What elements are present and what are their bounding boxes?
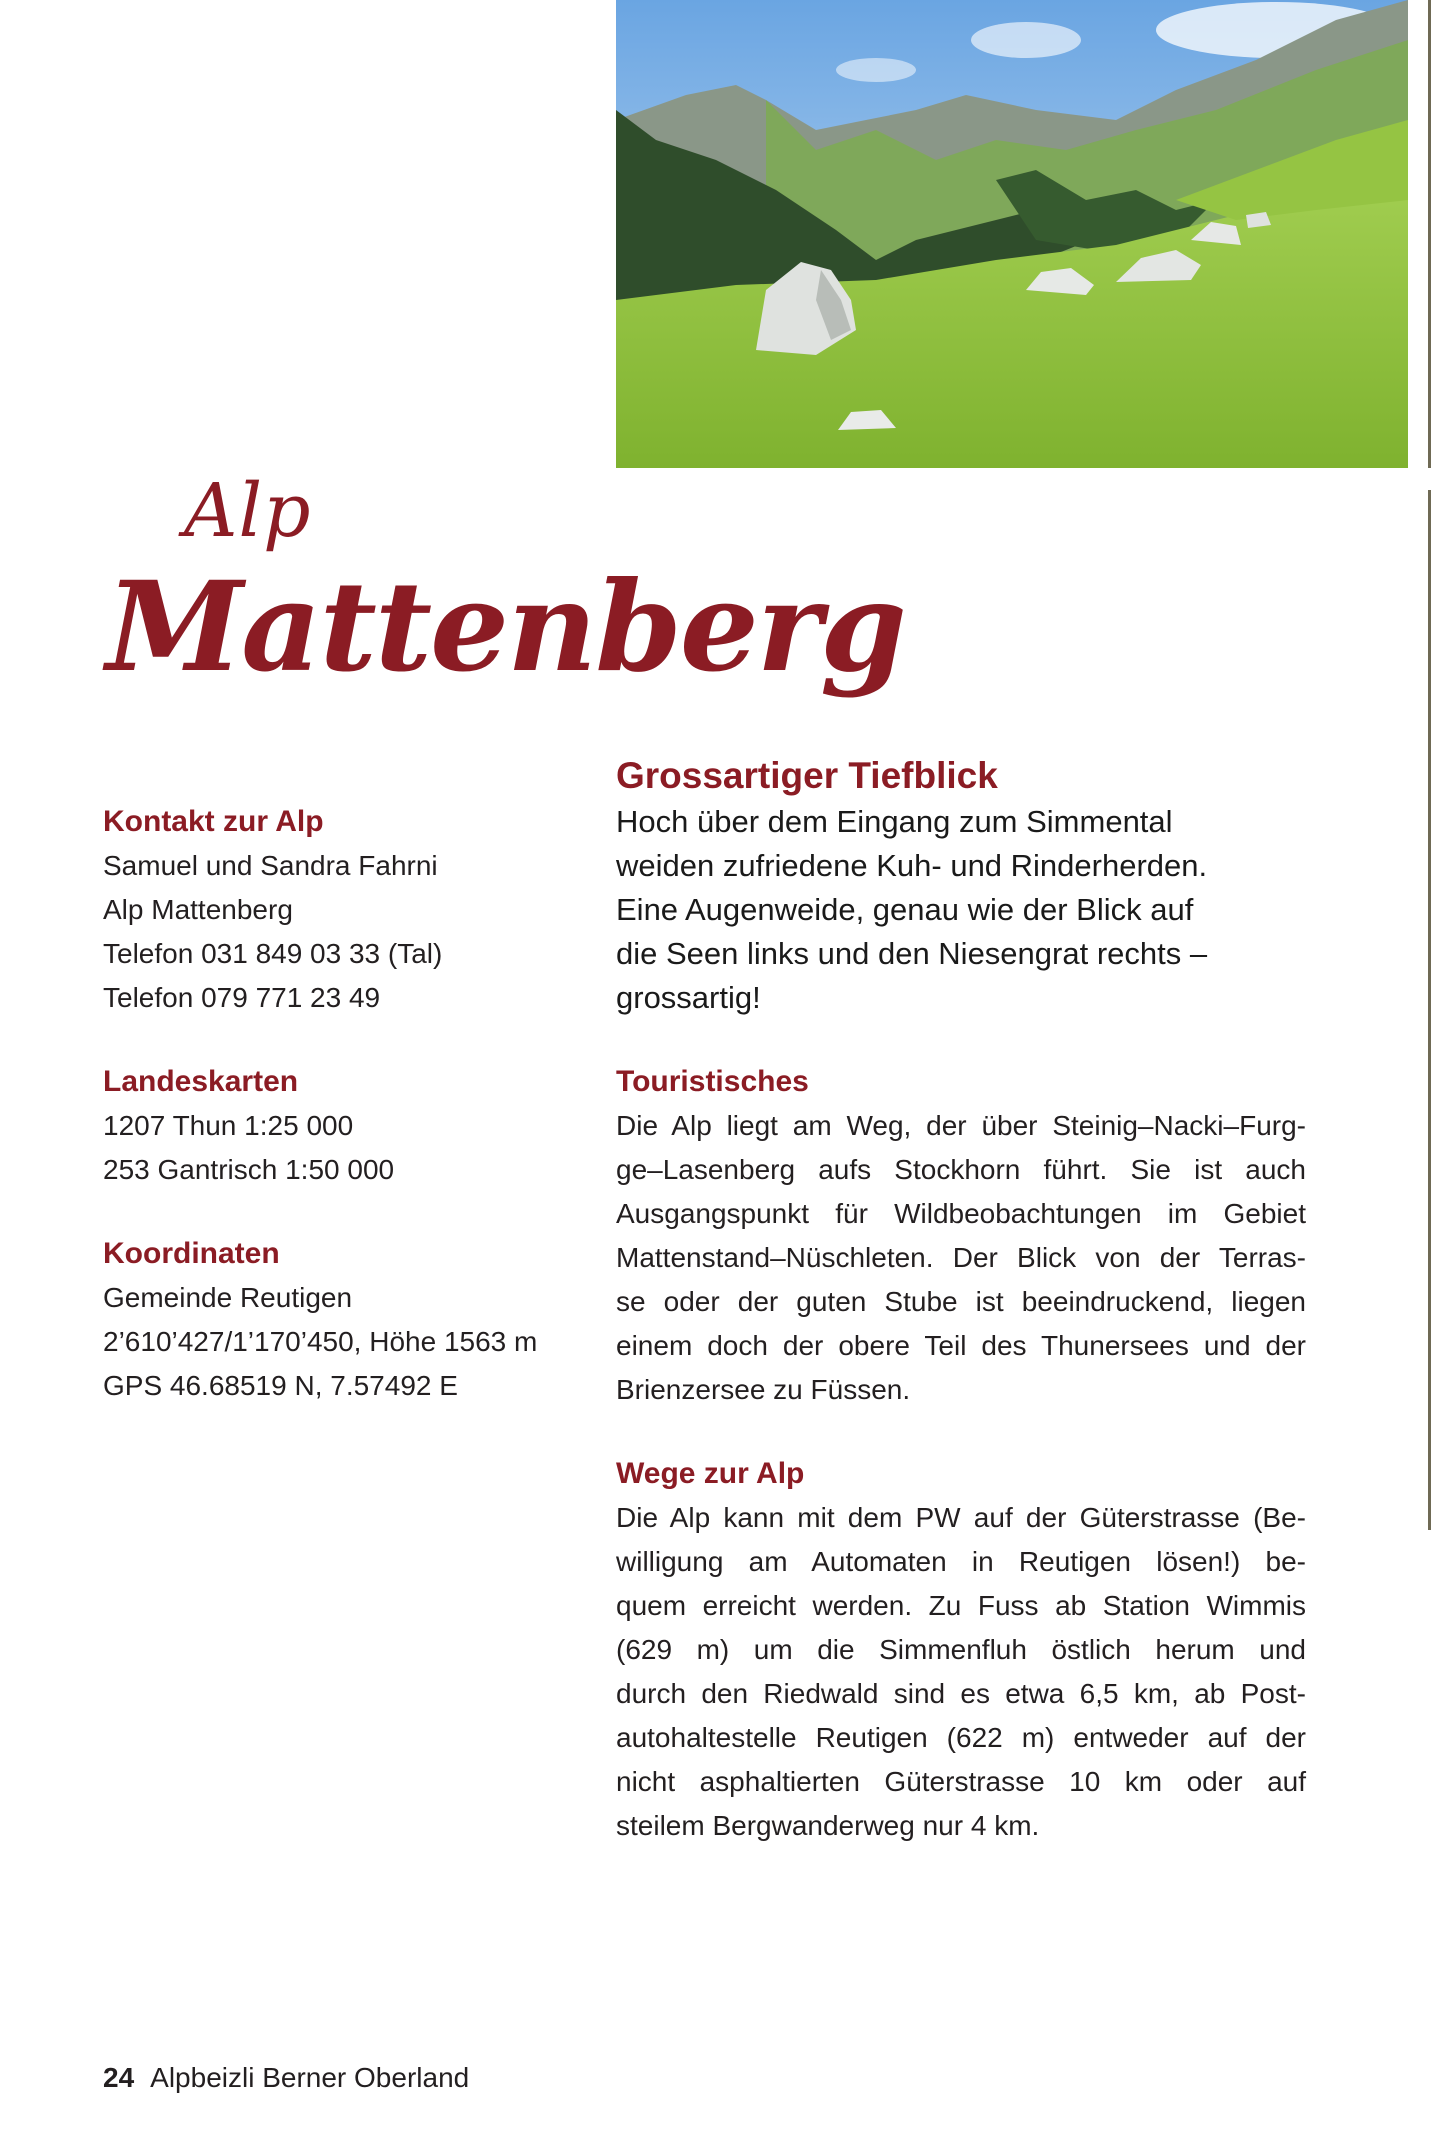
contact-phone: Telefon 079 771 23 49 (103, 982, 381, 1013)
page-footer (103, 2058, 469, 2098)
coordinates-section (103, 1232, 603, 1408)
map-line: 253 Gantrisch 1:50 000 (103, 1154, 395, 1185)
tourism-line: Die Alp liegt am Weg, der über Steinig–Nacki–Furg- (616, 1110, 1306, 1141)
coordinates-heading: Koordinaten (103, 1237, 280, 1270)
routes-line: nicht asphaltierten Güterstrasse 10 km oder auf (616, 1766, 1306, 1797)
tourism-line: Mattenstand–Nüschleten. Der Blick von der Terras- (616, 1242, 1306, 1273)
landscape-illustration (616, 0, 1408, 468)
contact-line: Alp Mattenberg (103, 894, 293, 925)
lead-line: Eine Augenweide, genau wie der Blick auf (616, 892, 1194, 927)
maps-heading: Landeskarten (103, 1065, 299, 1098)
lead-heading: Grossartiger Tiefblick (616, 755, 998, 796)
tourism-line: einem doch der obere Teil des Thunersees und der (616, 1330, 1306, 1361)
contact-line: Samuel und Sandra Fahrni (103, 850, 438, 881)
alpine-meadow-photo (616, 0, 1408, 468)
routes-line: steilem Bergwanderweg nur 4 km. (616, 1810, 1040, 1841)
lead-line: die Seen links und den Niesengrat rechts – (616, 936, 1208, 971)
tourism-line: se oder der guten Stube ist beeindruckend, liegen (616, 1286, 1306, 1317)
contact-heading: Kontakt zur Alp (103, 805, 324, 838)
routes-line: durch den Riedwald sind es etwa 6,5 km, ab Post- (616, 1678, 1306, 1709)
coordinates-line: Gemeinde Reutigen (103, 1282, 353, 1313)
lead-line: Hoch über dem Eingang zum Simmental (616, 804, 1173, 839)
coordinates-line: 2’610’427/1’170’450, Höhe 1563 m (103, 1326, 538, 1357)
tourism-line: Brienzersee zu Füssen. (616, 1374, 911, 1405)
title-prefix: Alp (184, 468, 312, 554)
tourism-heading: Touristisches (616, 1065, 809, 1098)
routes-heading: Wege zur Alp (616, 1457, 805, 1490)
tourism-section (616, 1060, 1306, 1412)
maps-section (103, 1060, 603, 1192)
lead-line: weiden zufriedene Kuh- und Rinderherden. (616, 848, 1208, 883)
page-number: 24 (103, 2062, 135, 2093)
routes-line: autohaltestelle Reutigen (622 m) entweder auf der (616, 1722, 1306, 1753)
text-column (616, 752, 1306, 1888)
routes-section (616, 1452, 1306, 1848)
tourism-line: Ausgangspunkt für Wildbeobachtungen im Gebiet (616, 1198, 1306, 1229)
lead-section (616, 752, 1306, 1020)
publication-title: Alpbeizli Berner Oberland (150, 2062, 470, 2093)
routes-line: willigung am Automaten in Reutigen lösen!) be- (616, 1546, 1306, 1577)
tourism-line: ge–Lasenberg aufs Stockhorn führt. Sie ist auch (616, 1154, 1306, 1185)
contact-section (103, 800, 603, 1020)
page-title: Mattenberg (106, 555, 905, 700)
coordinates-line: GPS 46.68519 N, 7.57492 E (103, 1370, 458, 1401)
contact-phone: Telefon 031 849 03 33 (Tal) (103, 938, 443, 969)
routes-line: (629 m) um die Simmenfluh östlich herum und (616, 1634, 1306, 1665)
info-column (103, 800, 603, 1448)
routes-line: quem erreicht werden. Zu Fuss ab Station Wimmis (616, 1590, 1306, 1621)
lead-line: grossartig! (616, 980, 761, 1015)
map-line: 1207 Thun 1:25 000 (103, 1110, 354, 1141)
routes-line: Die Alp kann mit dem PW auf der Güterstrasse (Be- (616, 1502, 1306, 1533)
